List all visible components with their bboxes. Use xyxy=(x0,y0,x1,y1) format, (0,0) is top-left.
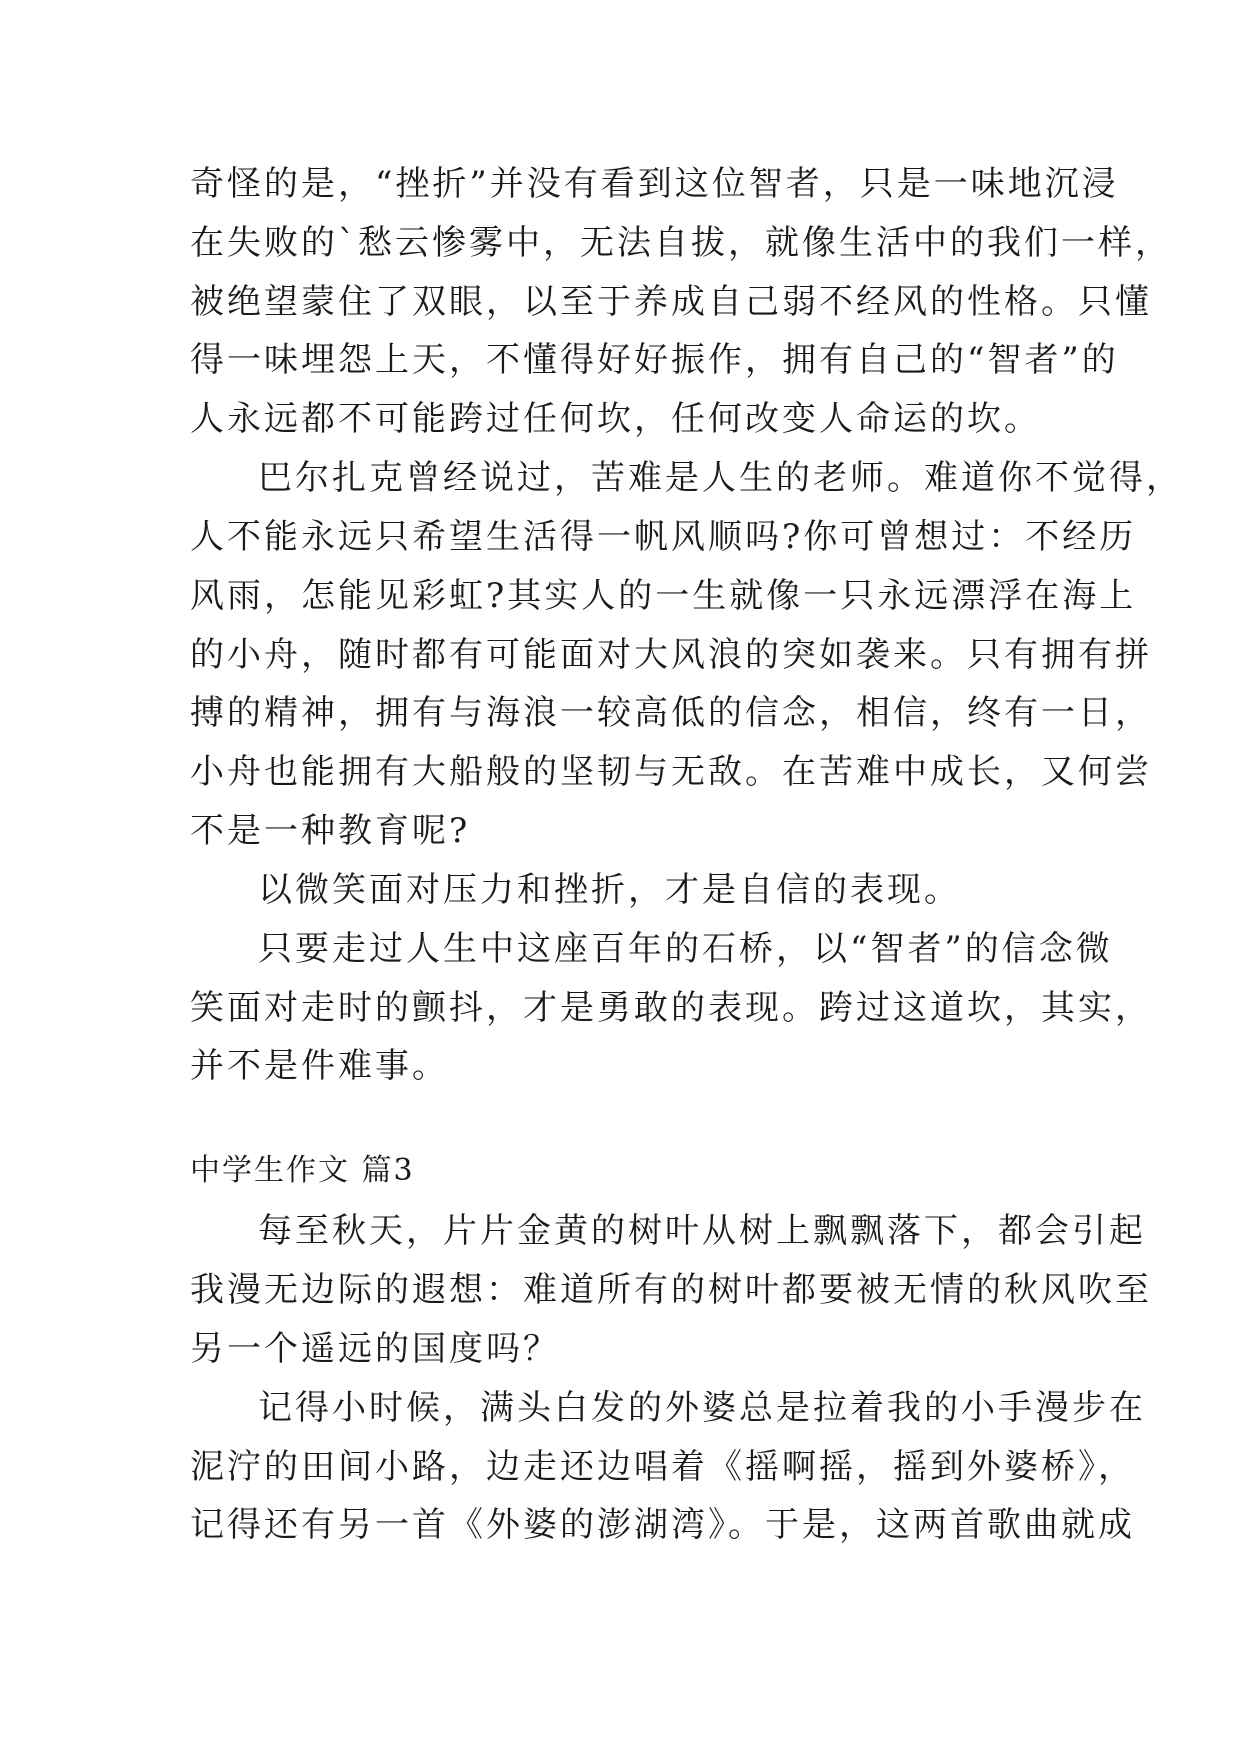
paragraph-line: 不是一种教育呢? xyxy=(190,811,471,851)
paragraph-line: 人永远都不可能跨过任何坎，任何改变人命运的坎。 xyxy=(190,399,1041,439)
paragraph-line: 小舟也能拥有大船般的坚韧与无敌。在苦难中成长，又何尝 xyxy=(190,752,1152,792)
paragraph-line: 笑面对走时的颤抖，才是勇敢的表现。跨过这道坎，其实， xyxy=(190,988,1152,1028)
paragraph-line: 记得还有另一首《外婆的澎湖湾》。于是，这两首歌曲就成 xyxy=(190,1505,1135,1545)
paragraph-line: 记得小时候，满头白发的外婆总是拉着我的小手漫步在 xyxy=(258,1388,1146,1428)
paragraph-line: 我漫无边际的遐想：难道所有的树叶都要被无情的秋风吹至 xyxy=(190,1270,1152,1310)
paragraph-line: 以微笑面对压力和挫折，才是自信的表现。 xyxy=(258,870,961,910)
paragraph-line: 奇怪的是，“挫折”并没有看到这位智者，只是一味地沉浸 xyxy=(190,164,1119,204)
paragraph-line: 巴尔扎克曾经说过，苦难是人生的老师。难道你不觉得， xyxy=(258,458,1183,498)
paragraph-line: 并不是件难事。 xyxy=(190,1046,449,1086)
paragraph-line: 的小舟，随时都有可能面对大风浪的突如袭来。只有拥有拼 xyxy=(190,635,1152,675)
section-heading: 中学生作文 篇3 xyxy=(190,1153,415,1188)
paragraph-line: 人不能永远只希望生活得一帆风顺吗?你可曾想过：不经历 xyxy=(190,517,1137,557)
paragraph-line: 在失败的`愁云惨雾中，无法自拔，就像生活中的我们一样， xyxy=(190,223,1172,263)
paragraph-line: 另一个遥远的国度吗？ xyxy=(190,1329,560,1369)
paragraph-line: 只要走过人生中这座百年的石桥，以“智者”的信念微 xyxy=(258,929,1113,969)
paragraph-line: 风雨，怎能见彩虹?其实人的一生就像一只永远漂浮在海上 xyxy=(190,576,1137,616)
paragraph-line: 搏的精神，拥有与海浪一较高低的信念，相信，终有一日， xyxy=(190,693,1152,733)
paragraph-line: 每至秋天，片片金黄的树叶从树上飘飘落下，都会引起 xyxy=(258,1211,1146,1251)
paragraph-line: 被绝望蒙住了双眼，以至于养成自己弱不经风的性格。只懂 xyxy=(190,282,1152,322)
paragraph-line: 泥泞的田间小路，边走还边唱着《摇啊摇，摇到外婆桥》， xyxy=(190,1447,1135,1487)
paragraph-line: 得一味埋怨上天，不懂得好好振作，拥有自己的“智者”的 xyxy=(190,340,1119,380)
